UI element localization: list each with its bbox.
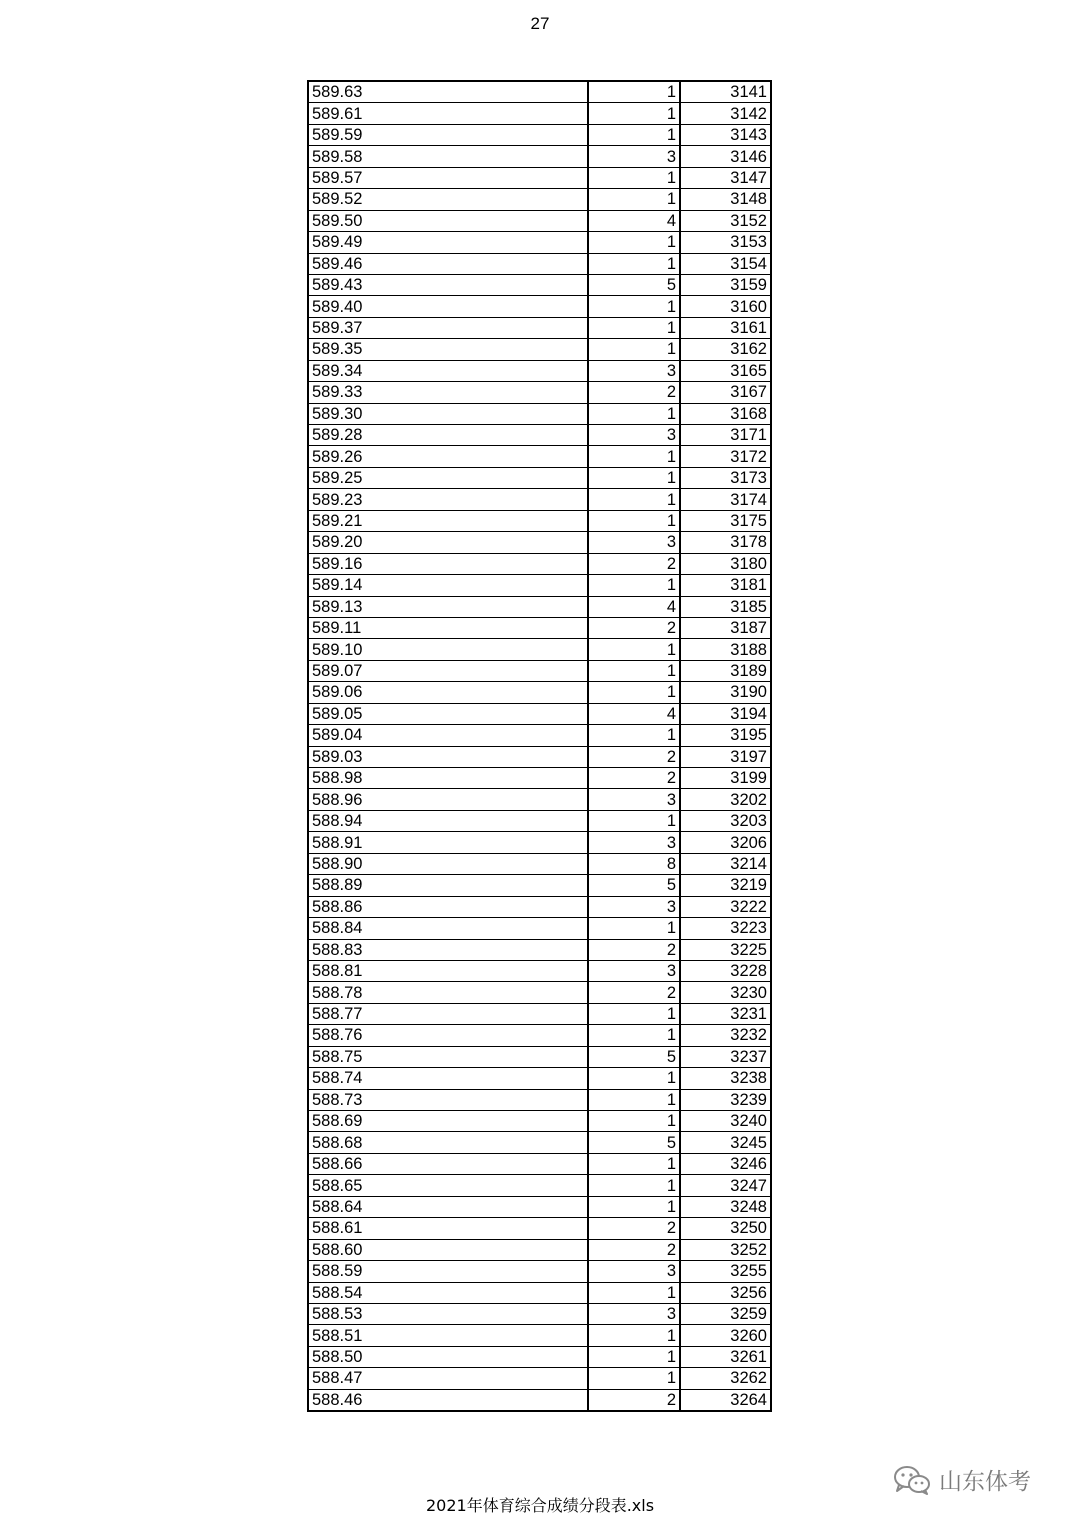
count-cell: 1 [588,403,680,424]
table-row [308,703,771,724]
cumulative-cell: 3160 [680,296,771,317]
table-row [308,339,771,360]
table-row [308,274,771,295]
score-cell: 588.75 [308,1046,588,1067]
cumulative-cell: 3222 [680,896,771,917]
cumulative-cell: 3153 [680,232,771,253]
cumulative-cell: 3143 [680,124,771,145]
table-row [308,746,771,767]
table-row [308,960,771,981]
count-cell: 3 [588,832,680,853]
score-cell: 589.52 [308,189,588,210]
cumulative-cell: 3180 [680,553,771,574]
score-cell: 588.96 [308,789,588,810]
cumulative-cell: 3168 [680,403,771,424]
count-cell: 4 [588,596,680,617]
wechat-icon [893,1465,931,1495]
cumulative-cell: 3231 [680,1003,771,1024]
count-cell: 4 [588,210,680,231]
cumulative-cell: 3178 [680,532,771,553]
count-cell: 1 [588,339,680,360]
table-row [308,1368,771,1389]
score-cell: 589.58 [308,146,588,167]
cumulative-cell: 3142 [680,103,771,124]
count-cell: 1 [588,232,680,253]
count-cell: 1 [588,725,680,746]
table-row [308,918,771,939]
score-cell: 588.59 [308,1261,588,1282]
table-row [308,1153,771,1174]
score-cell: 588.46 [308,1389,588,1411]
score-cell: 588.78 [308,982,588,1003]
count-cell: 1 [588,1196,680,1217]
count-cell: 5 [588,274,680,295]
cumulative-cell: 3250 [680,1218,771,1239]
cumulative-cell: 3264 [680,1389,771,1411]
table-row [308,682,771,703]
table-row [308,875,771,896]
cumulative-cell: 3154 [680,253,771,274]
cumulative-cell: 3219 [680,875,771,896]
table-row [308,467,771,488]
cumulative-cell: 3238 [680,1068,771,1089]
count-cell: 1 [588,81,680,103]
cumulative-cell: 3240 [680,1111,771,1132]
cumulative-cell: 3162 [680,339,771,360]
table-row [308,124,771,145]
count-cell: 2 [588,382,680,403]
table-row [308,832,771,853]
table-row [308,425,771,446]
count-cell: 1 [588,1368,680,1389]
footer-filename: 2021年体育综合成绩分段表.xls [425,1496,655,1515]
table-row [308,1389,771,1411]
table-row [308,575,771,596]
score-cell: 589.21 [308,510,588,531]
cumulative-cell: 3214 [680,853,771,874]
score-cell: 589.40 [308,296,588,317]
score-cell: 589.57 [308,167,588,188]
score-cell: 588.81 [308,960,588,981]
count-cell: 2 [588,617,680,638]
score-cell: 589.14 [308,575,588,596]
cumulative-cell: 3206 [680,832,771,853]
table-row [308,210,771,231]
count-cell: 3 [588,425,680,446]
score-cell: 588.66 [308,1153,588,1174]
table-row [308,1003,771,1024]
table-row [308,189,771,210]
cumulative-cell: 3199 [680,768,771,789]
count-cell: 1 [588,103,680,124]
cumulative-cell: 3148 [680,189,771,210]
score-cell: 589.06 [308,682,588,703]
count-cell: 3 [588,1303,680,1324]
table-row [308,1196,771,1217]
score-cell: 589.20 [308,532,588,553]
score-cell: 589.35 [308,339,588,360]
table-row [308,639,771,660]
score-cell: 588.50 [308,1346,588,1367]
cumulative-cell: 3147 [680,167,771,188]
score-cell: 589.43 [308,274,588,295]
score-cell: 589.23 [308,489,588,510]
cumulative-cell: 3159 [680,274,771,295]
cumulative-cell: 3185 [680,596,771,617]
count-cell: 3 [588,532,680,553]
table-row [308,1046,771,1067]
score-cell: 588.60 [308,1239,588,1260]
count-cell: 1 [588,660,680,681]
score-cell: 588.69 [308,1111,588,1132]
count-cell: 3 [588,1261,680,1282]
count-cell: 1 [588,1346,680,1367]
table-row [308,853,771,874]
score-cell: 588.68 [308,1132,588,1153]
cumulative-cell: 3237 [680,1046,771,1067]
table-row [308,103,771,124]
count-cell: 5 [588,875,680,896]
count-cell: 1 [588,1111,680,1132]
watermark-text: 山东体考 [939,1469,1031,1495]
table-row [308,1303,771,1324]
cumulative-cell: 3223 [680,918,771,939]
score-cell: 589.46 [308,253,588,274]
table-row [308,596,771,617]
score-cell: 588.51 [308,1325,588,1346]
score-cell: 588.94 [308,810,588,831]
score-table [307,80,772,1412]
cumulative-cell: 3232 [680,1025,771,1046]
score-cell: 588.76 [308,1025,588,1046]
table-row [308,489,771,510]
count-cell: 3 [588,896,680,917]
count-cell: 1 [588,1282,680,1303]
cumulative-cell: 3188 [680,639,771,660]
count-cell: 1 [588,1089,680,1110]
count-cell: 5 [588,1132,680,1153]
score-cell: 589.63 [308,81,588,103]
score-cell: 589.59 [308,124,588,145]
cumulative-cell: 3262 [680,1368,771,1389]
score-cell: 588.89 [308,875,588,896]
score-cell: 589.05 [308,703,588,724]
watermark [893,1463,1031,1496]
cumulative-cell: 3259 [680,1303,771,1324]
table-row [308,768,771,789]
table-row [308,510,771,531]
score-cell: 588.77 [308,1003,588,1024]
count-cell: 2 [588,1218,680,1239]
score-cell: 589.11 [308,617,588,638]
table-row [308,1239,771,1260]
count-cell: 1 [588,639,680,660]
score-cell: 589.50 [308,210,588,231]
score-cell: 589.13 [308,596,588,617]
table-row [308,403,771,424]
count-cell: 1 [588,446,680,467]
count-cell: 1 [588,1175,680,1196]
score-cell: 589.16 [308,553,588,574]
count-cell: 2 [588,1239,680,1260]
cumulative-cell: 3246 [680,1153,771,1174]
table-row [308,1175,771,1196]
score-cell: 589.10 [308,639,588,660]
cumulative-cell: 3141 [680,81,771,103]
score-cell: 588.73 [308,1089,588,1110]
cumulative-cell: 3260 [680,1325,771,1346]
count-cell: 1 [588,124,680,145]
cumulative-cell: 3247 [680,1175,771,1196]
table-row [308,939,771,960]
score-cell: 589.03 [308,746,588,767]
cumulative-cell: 3256 [680,1282,771,1303]
score-cell: 589.37 [308,317,588,338]
count-cell: 1 [588,167,680,188]
score-cell: 588.84 [308,918,588,939]
table-row [308,1068,771,1089]
table-row [308,317,771,338]
table-row [308,553,771,574]
cumulative-cell: 3255 [680,1261,771,1282]
table-row [308,296,771,317]
count-cell: 2 [588,768,680,789]
table-row [308,81,771,103]
table-row [308,725,771,746]
cumulative-cell: 3228 [680,960,771,981]
count-cell: 1 [588,467,680,488]
count-cell: 1 [588,1068,680,1089]
cumulative-cell: 3146 [680,146,771,167]
table-row [308,660,771,681]
score-cell: 588.54 [308,1282,588,1303]
cumulative-cell: 3175 [680,510,771,531]
score-cell: 588.61 [308,1218,588,1239]
table-row [308,617,771,638]
count-cell: 1 [588,575,680,596]
count-cell: 1 [588,1153,680,1174]
score-cell: 589.30 [308,403,588,424]
count-cell: 1 [588,918,680,939]
table-row [308,1218,771,1239]
table-row [308,810,771,831]
cumulative-cell: 3202 [680,789,771,810]
count-cell: 1 [588,253,680,274]
table-row [308,532,771,553]
cumulative-cell: 3187 [680,617,771,638]
count-cell: 1 [588,1025,680,1046]
cumulative-cell: 3173 [680,467,771,488]
cumulative-cell: 3261 [680,1346,771,1367]
cumulative-cell: 3181 [680,575,771,596]
table-row [308,232,771,253]
page-number: 27 [530,14,550,33]
score-cell: 588.47 [308,1368,588,1389]
cumulative-cell: 3245 [680,1132,771,1153]
score-cell: 588.86 [308,896,588,917]
table-row [308,1325,771,1346]
score-cell: 589.49 [308,232,588,253]
table-row [308,360,771,381]
cumulative-cell: 3230 [680,982,771,1003]
cumulative-cell: 3167 [680,382,771,403]
score-cell: 588.98 [308,768,588,789]
table-row [308,1261,771,1282]
score-cell: 589.28 [308,425,588,446]
score-cell: 588.90 [308,853,588,874]
count-cell: 2 [588,746,680,767]
count-cell: 8 [588,853,680,874]
count-cell: 1 [588,189,680,210]
cumulative-cell: 3190 [680,682,771,703]
count-cell: 1 [588,682,680,703]
cumulative-cell: 3203 [680,810,771,831]
table-row [308,1346,771,1367]
count-cell: 1 [588,296,680,317]
score-cell: 589.04 [308,725,588,746]
score-cell: 588.65 [308,1175,588,1196]
score-cell: 588.64 [308,1196,588,1217]
table-row [308,789,771,810]
score-cell: 589.61 [308,103,588,124]
cumulative-cell: 3172 [680,446,771,467]
table-row [308,446,771,467]
cumulative-cell: 3248 [680,1196,771,1217]
table-row [308,1025,771,1046]
count-cell: 3 [588,789,680,810]
count-cell: 1 [588,1003,680,1024]
cumulative-cell: 3165 [680,360,771,381]
cumulative-cell: 3174 [680,489,771,510]
cumulative-cell: 3195 [680,725,771,746]
score-cell: 589.25 [308,467,588,488]
cumulative-cell: 3225 [680,939,771,960]
cumulative-cell: 3161 [680,317,771,338]
cumulative-cell: 3189 [680,660,771,681]
score-cell: 588.91 [308,832,588,853]
table-row [308,167,771,188]
count-cell: 2 [588,1389,680,1411]
cumulative-cell: 3239 [680,1089,771,1110]
cumulative-cell: 3252 [680,1239,771,1260]
score-table-body [308,81,771,1411]
table-row [308,382,771,403]
score-cell: 588.53 [308,1303,588,1324]
table-row [308,896,771,917]
count-cell: 1 [588,489,680,510]
count-cell: 1 [588,317,680,338]
count-cell: 4 [588,703,680,724]
count-cell: 2 [588,939,680,960]
cumulative-cell: 3194 [680,703,771,724]
score-cell: 589.34 [308,360,588,381]
score-cell: 588.83 [308,939,588,960]
count-cell: 5 [588,1046,680,1067]
count-cell: 3 [588,146,680,167]
table-row [308,1089,771,1110]
table-row [308,982,771,1003]
score-cell: 588.74 [308,1068,588,1089]
score-cell: 589.07 [308,660,588,681]
table-row [308,146,771,167]
table-row [308,1132,771,1153]
cumulative-cell: 3197 [680,746,771,767]
count-cell: 1 [588,510,680,531]
cumulative-cell: 3171 [680,425,771,446]
cumulative-cell: 3152 [680,210,771,231]
count-cell: 3 [588,960,680,981]
score-cell: 589.26 [308,446,588,467]
count-cell: 1 [588,810,680,831]
count-cell: 2 [588,982,680,1003]
table-row [308,253,771,274]
count-cell: 1 [588,1325,680,1346]
score-cell: 589.33 [308,382,588,403]
count-cell: 2 [588,553,680,574]
count-cell: 3 [588,360,680,381]
table-row [308,1111,771,1132]
table-row [308,1282,771,1303]
